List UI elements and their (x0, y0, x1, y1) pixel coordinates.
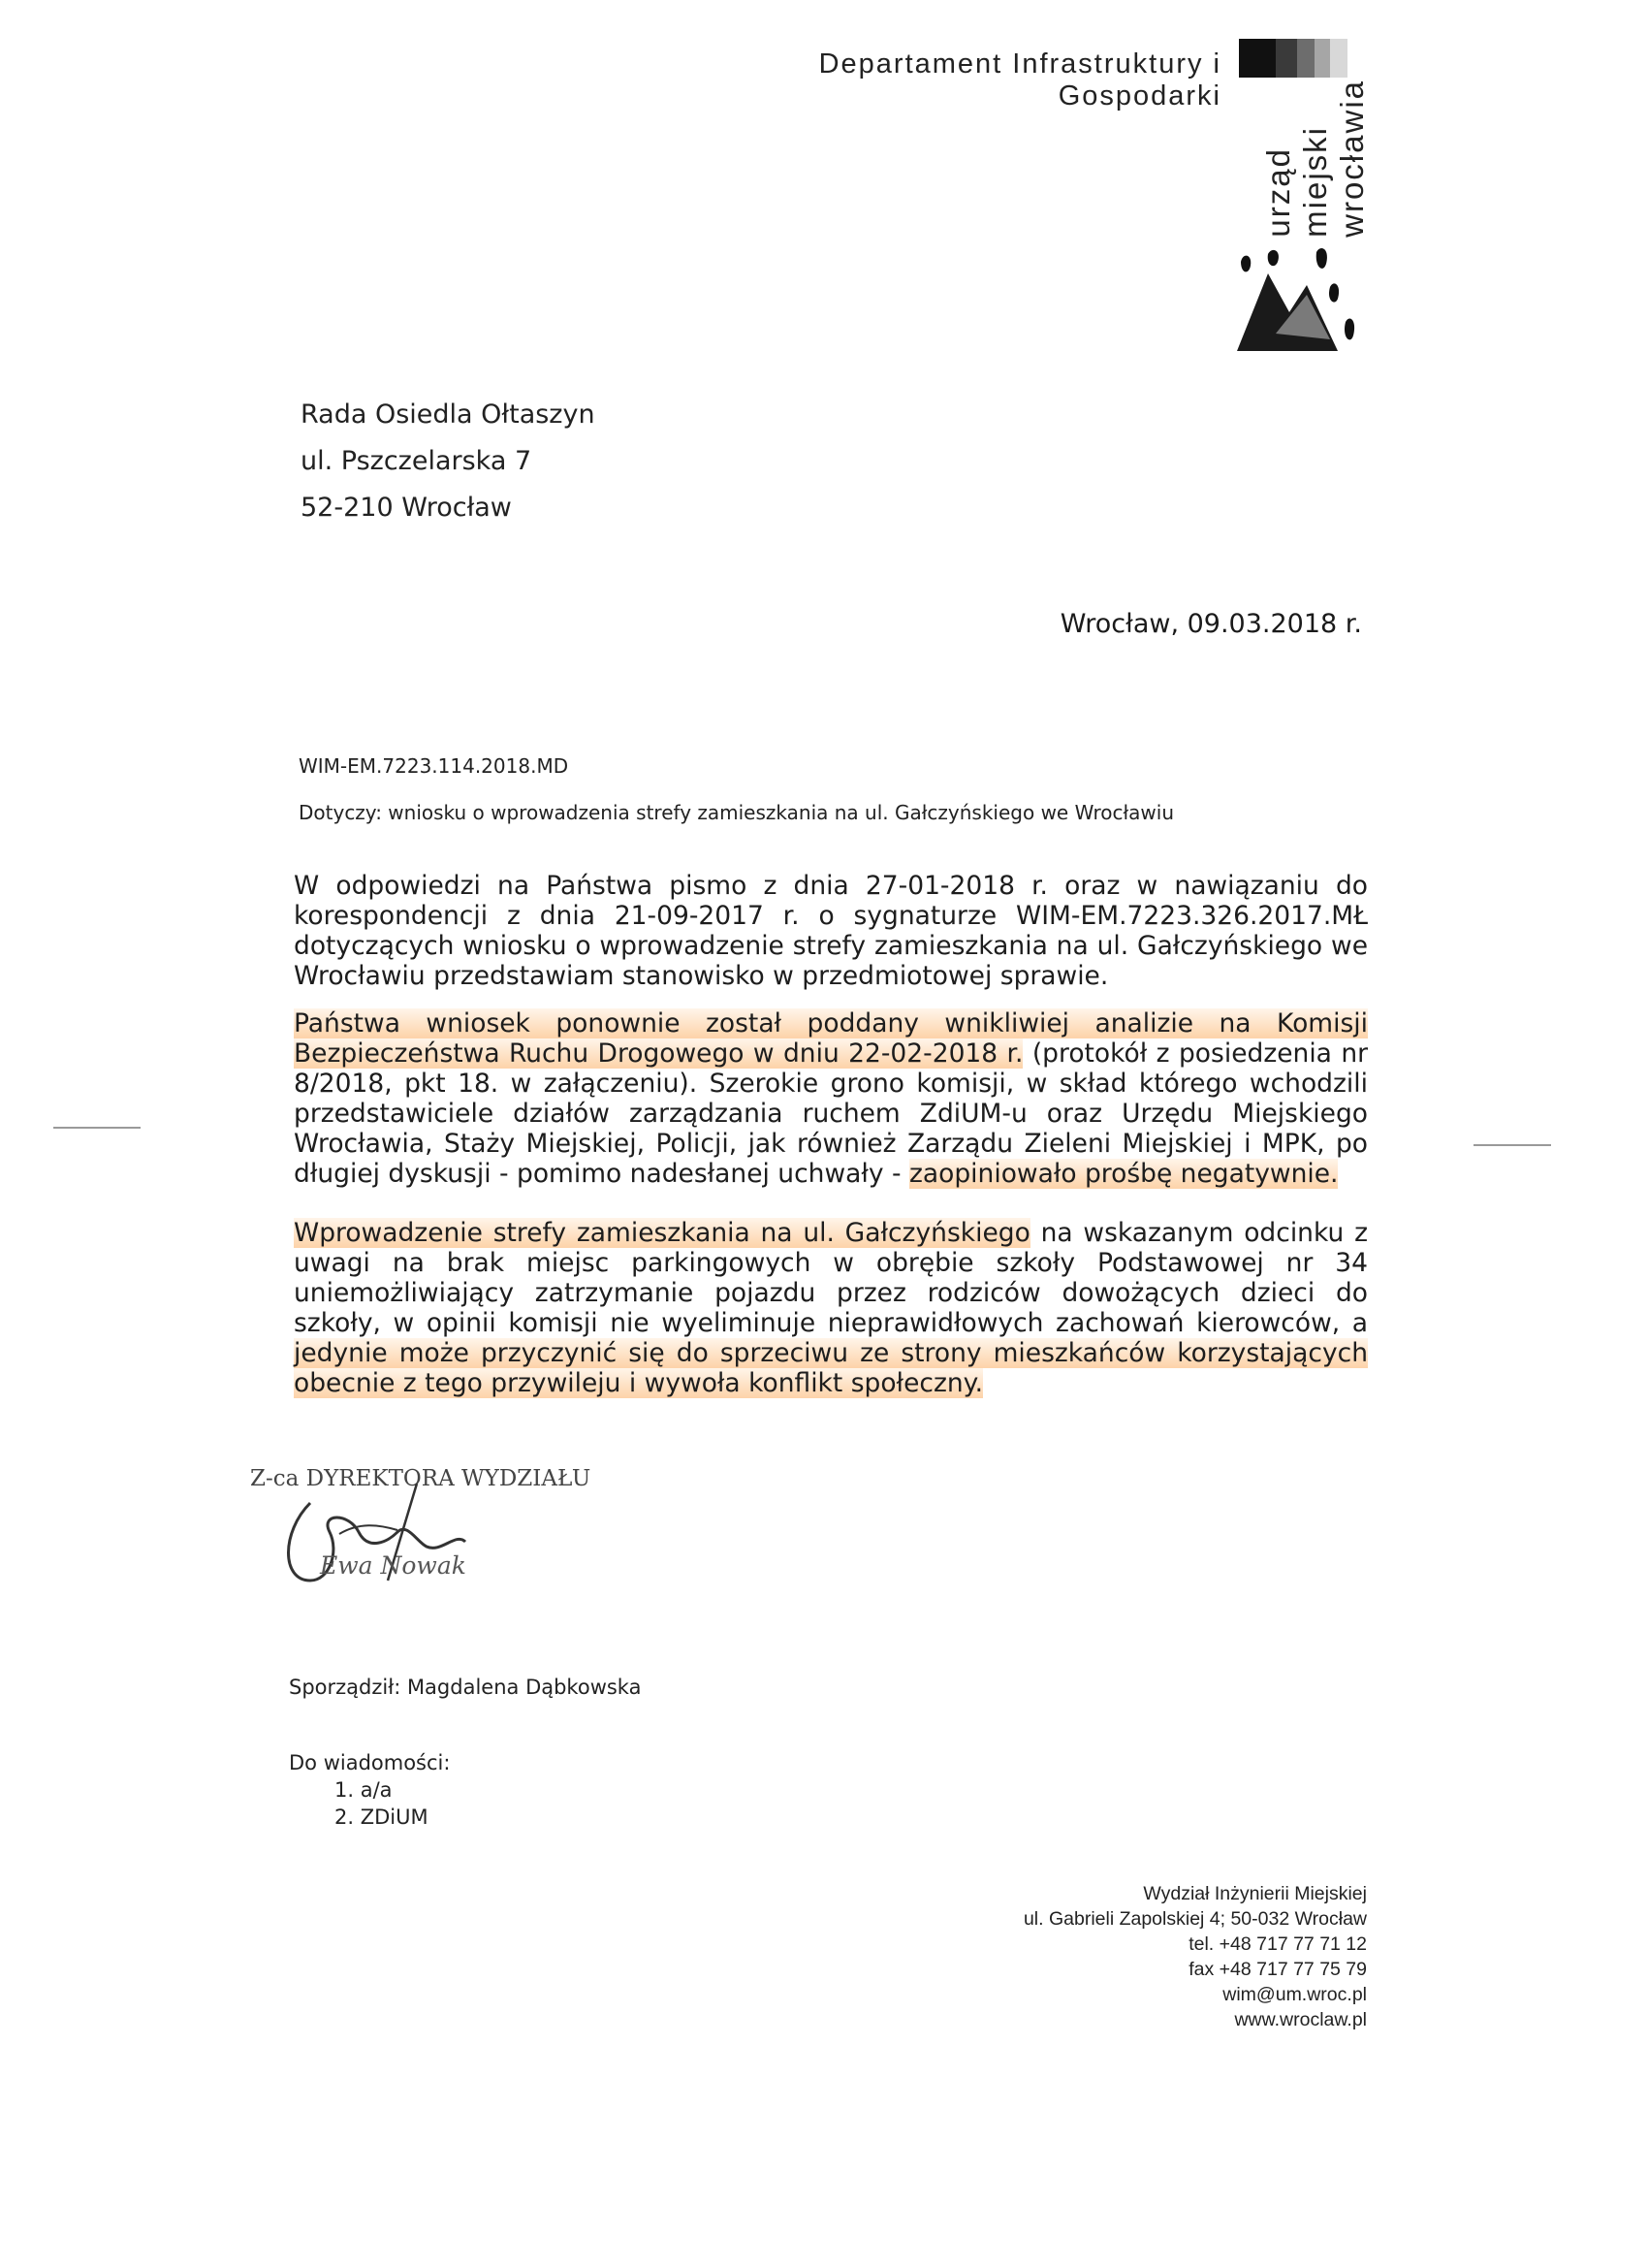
footer-fax: fax +48 717 77 75 79 (1188, 1959, 1367, 1980)
scan-mark-left (53, 1127, 141, 1129)
logo-text (1260, 80, 1370, 238)
distribution-item: 1. a/a (334, 1778, 393, 1802)
distribution-item: 2. ZDiUM (334, 1805, 428, 1829)
highlight-committee: Państwa wniosek ponownie został poddany wnikliwiej analizie na Komisji Bezpieczeństwa Ruchu Drogowego w dniu 22-02-2018 r. (294, 1008, 1368, 1069)
signature-title: Z-ca DYREKTORA WYDZIAŁU (250, 1466, 591, 1491)
subject-line: Dotyczy: wniosku o wprowadzenia strefy zamieszkania na ul. Gałczyńskiego we Wrocławiu (299, 801, 1175, 824)
recipient-name: Rada Osiedla Ołtaszyn (301, 399, 595, 430)
footer-email: wim@um.wroc.pl (1222, 1984, 1367, 2005)
reference-number: WIM-EM.7223.114.2018.MD (299, 754, 569, 778)
paragraph-2 (294, 1008, 1368, 1189)
logo-line-2: miejski (1297, 126, 1333, 238)
logo-line-1: urząd (1260, 147, 1296, 238)
footer-tel: tel. +48 717 77 71 12 (1188, 1933, 1367, 1955)
highlight-negative-opinion: zaopiniowało prośbę negatywnie. (908, 1159, 1339, 1189)
footer-street: ul. Gabrieli Zapolskiej 4; 50-032 Wrocław (1023, 1908, 1367, 1930)
signature-name: Ewa Nowak (320, 1551, 466, 1580)
department-name: Departament Infrastruktury i Gospodarki (818, 48, 1221, 112)
highlight-conflict: jedynie może przyczynić się do sprzeciwu ze strony mieszkańców korzystających obecnie z tego przywileju i wywoła konflikt społeczny. (294, 1338, 1368, 1398)
recipient-city: 52-210 Wrocław (301, 493, 512, 523)
paragraph-1: W odpowiedzi na Państwa pismo z dnia 27-01-2018 r. oraz w nawiązaniu do korespondencji z dnia 21-09-2017 r. o sygnaturze WIM-EM.7223.326.2017.MŁ dotyczących wniosku o wprowadzenie strefy zamieszkania na ul. Gałczyńskiego we Wrocławiu przedstawiam stanowisko w przedmiotowej sprawie. (294, 871, 1368, 991)
distribution-heading: Do wiadomości: (289, 1751, 451, 1774)
paragraph-3-text: na wskazanym odcinku z uwagi na brak miejsc parkingowych w obrębie szkoły Podstawowej nr 34 uniemożliwiający zatrzymanie pojazdu przez rodziców dowożących dzieci do szkoły, w opinii komisji nie wyeliminuje nieprawidłowych zachowań kierowców, a (294, 1218, 1368, 1338)
logo-bar (1239, 39, 1355, 78)
logo-line-3: wrocławia (1334, 80, 1370, 238)
footer-address (969, 1881, 1367, 2032)
city-emblem-icon (1229, 244, 1365, 361)
paragraph-2-text: (protokół z posiedzenia nr 8/2018, pkt 18. w załączeniu). Szerokie grono komisji, w skład którego wchodzili przedstawiciele działów zarządzania ruchem ZdiUM-u oraz Urzędu Miejskiego Wrocławia, Staży Miejskiej, Policji, jak również Zarządu Zieleni Miejskiej i MPK, po długiej dyskusji - pomimo nadesłanej uchwały - (294, 1038, 1369, 1189)
paragraph-3 (294, 1218, 1368, 1398)
scan-mark-right (1474, 1144, 1551, 1146)
prepared-by: Sporządził: Magdalena Dąbkowska (289, 1676, 642, 1699)
letter-date: Wrocław, 09.03.2018 r. (1060, 609, 1362, 639)
footer-website: www.wroclaw.pl (1234, 2009, 1367, 2030)
footer-department: Wydział Inżynierii Miejskiej (1143, 1883, 1367, 1904)
recipient-street: ul. Pszczelarska 7 (301, 446, 532, 476)
highlight-zone-intro: Wprowadzenie strefy zamieszkania na ul. Gałczyńskiego (294, 1218, 1030, 1248)
